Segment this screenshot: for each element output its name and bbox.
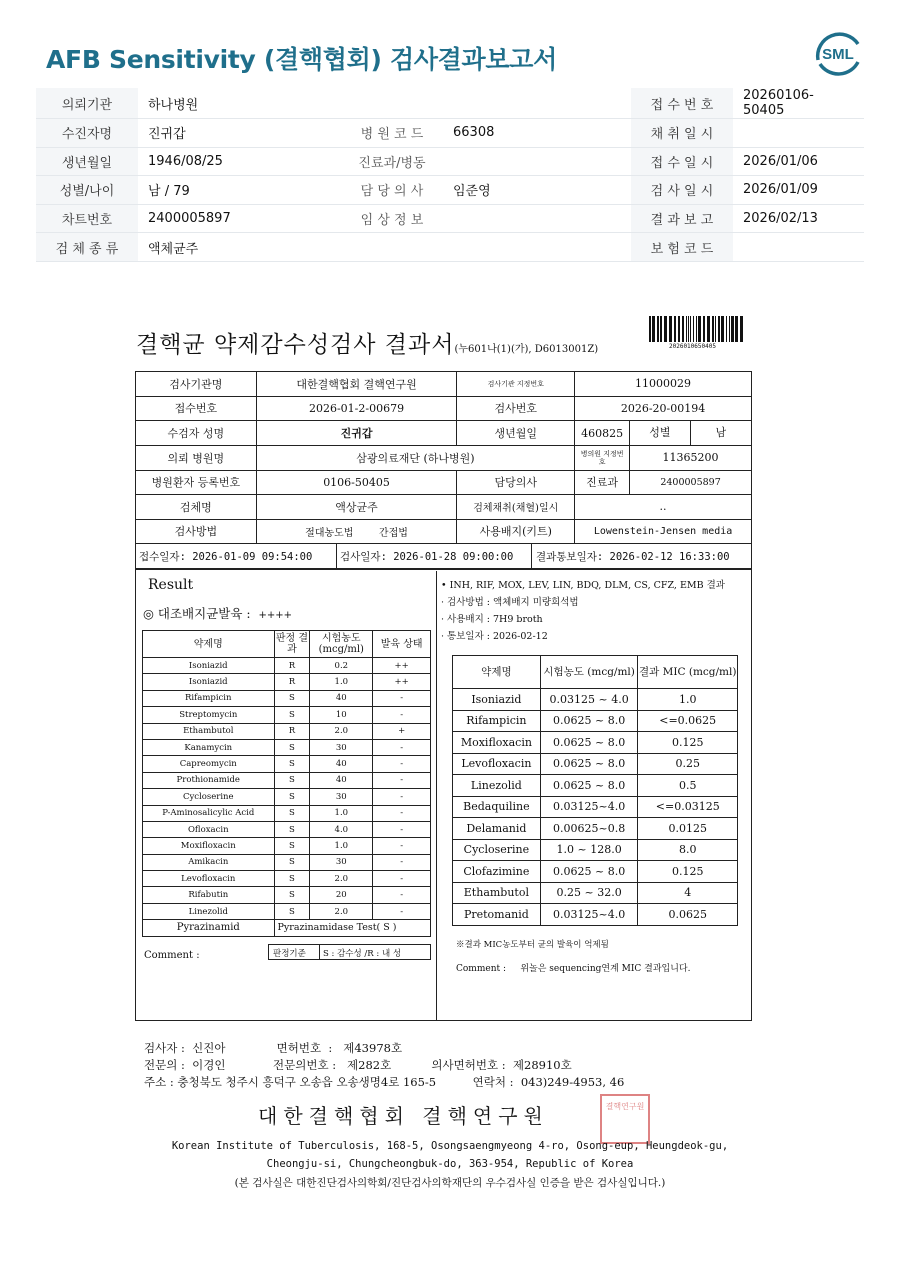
- table-cell: -: [373, 903, 431, 919]
- table-cell: 1.0: [310, 805, 373, 821]
- table-cell: Rifampicin: [143, 690, 275, 706]
- pza-name: Pyrazinamid: [143, 920, 275, 936]
- legend-box: [268, 944, 431, 960]
- english-address-1: Korean Institute of Tuberculosis, 168-5, Osongsaengmyeong 4-ro, Osong-eup, Heungdeok-gu,: [171, 1140, 729, 1152]
- info-label: 채 취 일 시: [631, 119, 733, 148]
- table-cell: 0.0125: [638, 818, 738, 840]
- table-cell: Levofloxacin: [453, 753, 541, 775]
- table-cell: 0.125: [638, 861, 738, 883]
- mic-note-line: · 통보일자 : 2026-02-12: [441, 631, 548, 642]
- table-row: [143, 838, 431, 854]
- info-value: 20260106-50405: [733, 88, 864, 119]
- table-cell: S: [274, 756, 310, 772]
- table-cell: S: [274, 838, 310, 854]
- result-heading: Result: [148, 577, 194, 593]
- method-label: 검사방법: [136, 519, 257, 544]
- table-row: [143, 871, 431, 887]
- accreditation-note: (본 검사실은 대한진단검사의학회/진단검사의학재단의 우수검사실 인증을 받은 검사실입니다.): [234, 1177, 666, 1189]
- left-table-header: 시험농도 (mcg/ml): [310, 631, 373, 658]
- report-header-table: [135, 371, 752, 544]
- table-cell: S: [274, 772, 310, 788]
- control-value: ++++: [258, 610, 293, 621]
- info-value: 66308: [443, 119, 631, 148]
- table-cell: 1.0: [310, 674, 373, 690]
- info-value: 2026/01/06: [733, 147, 864, 176]
- table-cell: Bedaquiline: [453, 796, 541, 818]
- collect-value: ..: [575, 495, 752, 520]
- mic-table: [452, 655, 738, 926]
- mic-table-header: 결과 MIC (mcg/ml): [638, 656, 738, 689]
- table-cell: Linezolid: [453, 775, 541, 797]
- report-title-text: 결핵균 약제감수성검사 결과서: [136, 332, 455, 358]
- mic-table-header: 약제명: [453, 656, 541, 689]
- media-value: Lowenstein-Jensen media: [575, 519, 752, 544]
- info-value: 1946/08/25: [138, 147, 341, 176]
- reg-label: 병원환자 등록번호: [136, 470, 257, 495]
- table-cell: 4.0: [310, 821, 373, 837]
- table-cell: S: [274, 789, 310, 805]
- info-value: 남 / 79: [138, 176, 341, 205]
- table-cell: ++: [373, 658, 431, 674]
- hospital-value: 삼광의료재단 (하나병원): [256, 446, 574, 471]
- mic-note-line: · 사용배지 : 7H9 broth: [441, 614, 543, 625]
- specimen-value: 액상균주: [256, 495, 457, 520]
- info-value: 2026/01/09: [733, 176, 864, 205]
- left-table-header: 판정 결과: [274, 631, 310, 658]
- table-row: [143, 887, 431, 903]
- table-row: [453, 775, 738, 797]
- table-cell: Capreomycin: [143, 756, 275, 772]
- table-row: [143, 723, 431, 739]
- specimen-label: 검체명: [136, 495, 257, 520]
- report-title: [136, 326, 598, 359]
- report-title-code: (누601나(1)(가), D6013001Z): [454, 344, 599, 355]
- info-label: 담 당 의 사: [341, 176, 443, 205]
- name-label: 수검자 성명: [136, 421, 257, 446]
- table-row: [143, 707, 431, 723]
- table-cell: Amikacin: [143, 854, 275, 870]
- logo-text: SML: [822, 46, 854, 63]
- barcode-icon: [649, 316, 745, 344]
- table-cell: -: [373, 871, 431, 887]
- lab-label: 검사기관명: [136, 372, 257, 397]
- table-row: [143, 821, 431, 837]
- table-cell: 1.0: [638, 689, 738, 711]
- table-row: [143, 739, 431, 755]
- table-row: [453, 839, 738, 861]
- table-cell: 20: [310, 887, 373, 903]
- table-row: [143, 674, 431, 690]
- table-cell: Rifabutin: [143, 887, 275, 903]
- table-cell: Clofazimine: [453, 861, 541, 883]
- table-cell: 30: [310, 789, 373, 805]
- dept-label: 진료과: [575, 470, 630, 495]
- control-label: ◎ 대조배지균발육 :: [143, 606, 251, 621]
- table-row: [453, 882, 738, 904]
- table-cell: -: [373, 789, 431, 805]
- birth-value: 460825: [575, 421, 630, 446]
- table-cell: Kanamycin: [143, 739, 275, 755]
- table-cell: 2.0: [310, 903, 373, 919]
- table-cell: 0.0625 ~ 8.0: [540, 732, 638, 754]
- table-cell: S: [274, 854, 310, 870]
- table-cell: Moxifloxacin: [453, 732, 541, 754]
- table-cell: 1.0: [310, 838, 373, 854]
- table-row: [453, 904, 738, 926]
- table-cell: R: [274, 658, 310, 674]
- table-cell: ++: [373, 674, 431, 690]
- reported-date: 결과통보일자: 2026-02-12 16:33:00: [536, 551, 730, 563]
- info-label: 차트번호: [36, 204, 138, 233]
- table-cell: S: [274, 903, 310, 919]
- table-row: [143, 789, 431, 805]
- tested-date: 검사일자: 2026-01-28 09:00:00: [340, 551, 514, 563]
- signature-line-3: 주소 : 충청북도 청주시 흥덕구 오송읍 오송생명4로 165-5 연락처 : 043)249-4953, 46: [144, 1075, 625, 1089]
- barcode-number: 2026010650405: [669, 343, 716, 350]
- table-cell: S: [274, 887, 310, 903]
- table-row: [453, 861, 738, 883]
- table-row: [143, 805, 431, 821]
- table-cell: Ethambutol: [143, 723, 275, 739]
- table-cell: 40: [310, 756, 373, 772]
- legend-label: 판정기준: [273, 949, 306, 959]
- table-row: [453, 689, 738, 711]
- table-cell: <=0.03125: [638, 796, 738, 818]
- comment-left: Comment :: [144, 950, 200, 961]
- info-label: 성별/나이: [36, 176, 138, 205]
- info-label: 병 원 코 드: [341, 119, 443, 148]
- signature-line-2: 전문의 : 이경인 전문의번호 : 제282호 의사면허번호 : 제28910호: [144, 1058, 572, 1072]
- table-cell: 40: [310, 772, 373, 788]
- table-cell: 10: [310, 707, 373, 723]
- table-cell: Pretomanid: [453, 904, 541, 926]
- table-cell: 1.0 ~ 128.0: [540, 839, 638, 861]
- table-row: [453, 753, 738, 775]
- info-value: 액체균주: [138, 233, 341, 262]
- comment-right: [456, 961, 690, 974]
- legend-value: S : 감수성 /R : 내 성: [323, 949, 402, 959]
- table-cell: Levofloxacin: [143, 871, 275, 887]
- table-cell: S: [274, 739, 310, 755]
- table-row: [453, 710, 738, 732]
- mic-note-line: • INH, RIF, MOX, LEV, LIN, BDQ, DLM, CS, CFZ, EMB 결과: [441, 580, 725, 591]
- table-cell: Linezolid: [143, 903, 275, 919]
- table-cell: S: [274, 871, 310, 887]
- info-label: 생년월일: [36, 147, 138, 176]
- info-label: 의뢰기관: [36, 88, 138, 119]
- table-row: [143, 756, 431, 772]
- table-cell: Cycloserine: [453, 839, 541, 861]
- table-row: [143, 658, 431, 674]
- info-value: 2400005897: [138, 204, 341, 233]
- table-cell: 0.0625: [638, 904, 738, 926]
- official-seal-icon: 결핵연구원: [600, 1094, 650, 1144]
- table-cell: 0.03125 ~ 4.0: [540, 689, 638, 711]
- table-cell: Ofloxacin: [143, 821, 275, 837]
- info-label: 진료과/병동: [341, 147, 443, 176]
- table-row: [453, 818, 738, 840]
- hospital-label: 의뢰 병원명: [136, 446, 257, 471]
- table-cell: Moxifloxacin: [143, 838, 275, 854]
- table-cell: -: [373, 690, 431, 706]
- receipt-value: 2026-01-2-00679: [256, 396, 457, 421]
- info-label: 검 사 일 시: [631, 176, 733, 205]
- table-row: [143, 854, 431, 870]
- table-cell: 30: [310, 739, 373, 755]
- info-label: 수진자명: [36, 119, 138, 148]
- table-cell: 0.125: [638, 732, 738, 754]
- lab-value: 대한결핵협회 결핵연구원: [256, 372, 457, 397]
- table-cell: S: [274, 821, 310, 837]
- table-cell: S: [274, 707, 310, 723]
- doctor-label: 담당의사: [457, 470, 575, 495]
- comment-right-label: Comment :: [456, 964, 507, 974]
- organization-name: 대한결핵협회 결핵연구원: [258, 1104, 549, 1128]
- table-cell: R: [274, 674, 310, 690]
- table-row: [453, 796, 738, 818]
- test-no-value: 2026-20-00194: [575, 396, 752, 421]
- table-cell: 2.0: [310, 723, 373, 739]
- absolute-concentration-table: [142, 630, 431, 937]
- table-cell: Streptomycin: [143, 707, 275, 723]
- table-row: [143, 920, 431, 936]
- table-cell: 4: [638, 882, 738, 904]
- table-cell: Ethambutol: [453, 882, 541, 904]
- table-cell: 0.0625 ~ 8.0: [540, 775, 638, 797]
- table-cell: Delamanid: [453, 818, 541, 840]
- table-cell: -: [373, 838, 431, 854]
- table-cell: 0.03125~4.0: [540, 796, 638, 818]
- table-cell: 0.25 ~ 32.0: [540, 882, 638, 904]
- hosp-code-value: 11365200: [630, 446, 752, 471]
- table-cell: -: [373, 739, 431, 755]
- left-table-header: 약제명: [143, 631, 275, 658]
- table-cell: 0.2: [310, 658, 373, 674]
- table-cell: -: [373, 821, 431, 837]
- info-label: 접 수 번 호: [631, 88, 733, 119]
- comment-right-text: 위놀은 sequencing연계 MIC 결과입니다.: [520, 964, 691, 974]
- info-label: 임 상 정 보: [341, 204, 443, 233]
- table-cell: -: [373, 707, 431, 723]
- table-cell: R: [274, 723, 310, 739]
- table-cell: -: [373, 854, 431, 870]
- table-row: [143, 903, 431, 919]
- left-table-header: 발육 상태: [373, 631, 431, 658]
- table-cell: 0.0625 ~ 8.0: [540, 753, 638, 775]
- table-cell: +: [373, 723, 431, 739]
- table-cell: S: [274, 690, 310, 706]
- table-cell: 0.5: [638, 775, 738, 797]
- table-cell: 0.00625~0.8: [540, 818, 638, 840]
- table-cell: 30: [310, 854, 373, 870]
- page-title: AFB Sensitivity (결핵협회) 검사결과보고서: [46, 45, 557, 74]
- info-label: 결 과 보 고: [631, 204, 733, 233]
- method-value: [256, 519, 457, 544]
- table-cell: P-Aminosalicylic Acid: [143, 805, 275, 821]
- birth-label: 생년월일: [457, 421, 575, 446]
- results-divider: [436, 571, 437, 1021]
- table-cell: Prothionamide: [143, 772, 275, 788]
- mic-note: ※결과 MIC농도부터 균의 발육이 억제됨: [456, 940, 609, 950]
- table-cell: S: [274, 805, 310, 821]
- mic-notes: [441, 577, 725, 645]
- sex-label: 성별: [630, 421, 690, 445]
- table-cell: Rifampicin: [453, 710, 541, 732]
- info-label: 보 험 코 드: [631, 233, 733, 262]
- info-label: 검 체 종 류: [36, 233, 138, 262]
- english-address-2: Cheongju-si, Chungcheongbuk-do, 363-954, Republic of Korea: [266, 1158, 634, 1170]
- mic-table-header: 시험농도 (mcg/ml): [540, 656, 638, 689]
- table-cell: 0.03125~4.0: [540, 904, 638, 926]
- table-cell: Cycloserine: [143, 789, 275, 805]
- table-cell: -: [373, 887, 431, 903]
- collect-label: 검체채취(채혈)일시: [457, 495, 575, 520]
- info-value: 진귀갑: [138, 119, 341, 148]
- reg-value: 0106-50405: [256, 470, 457, 495]
- table-row: [143, 690, 431, 706]
- table-cell: Isoniazid: [143, 658, 275, 674]
- table-cell: Isoniazid: [453, 689, 541, 711]
- info-value: 임준영: [443, 176, 631, 205]
- lab-no-label: 검사기관 지정번호: [457, 372, 575, 397]
- table-cell: 40: [310, 690, 373, 706]
- sex-cell: [630, 421, 752, 446]
- table-cell: Isoniazid: [143, 674, 275, 690]
- table-cell: 0.0625 ~ 8.0: [540, 861, 638, 883]
- table-cell: 0.25: [638, 753, 738, 775]
- table-cell: -: [373, 772, 431, 788]
- mic-note-line: · 검사방법 : 액체배지 미량희석법: [441, 597, 579, 608]
- table-row: [453, 732, 738, 754]
- sex-value: 남: [715, 426, 727, 439]
- method-2: 간접법: [378, 527, 408, 539]
- report-dates: [135, 543, 752, 569]
- test-no-label: 검사번호: [457, 396, 575, 421]
- name-value: 진귀갑: [256, 421, 457, 446]
- signature-line-1: 검사자 : 신진아 면허번호 : 제43978호: [144, 1041, 403, 1055]
- table-row: [143, 772, 431, 788]
- table-cell: 0.0625 ~ 8.0: [540, 710, 638, 732]
- table-cell: -: [373, 756, 431, 772]
- received-date: 접수일자: 2026-01-09 09:54:00: [139, 551, 313, 563]
- lab-no-value: 11000029: [575, 372, 752, 397]
- table-cell: <=0.0625: [638, 710, 738, 732]
- table-cell: 8.0: [638, 839, 738, 861]
- method-1: 절대농도법: [305, 527, 354, 539]
- table-cell: 2.0: [310, 871, 373, 887]
- hosp-code-label: 병의원 지정번호: [575, 446, 630, 471]
- info-value: 하나병원: [138, 88, 341, 119]
- media-label: 사용배지(키트): [457, 519, 575, 544]
- dept-value: 2400005897: [630, 470, 752, 495]
- table-cell: -: [373, 805, 431, 821]
- info-value: 2026/02/13: [733, 204, 864, 233]
- control-growth: [143, 604, 292, 622]
- info-label: 접 수 일 시: [631, 147, 733, 176]
- pza-test: Pyrazinamidase Test( S ): [274, 920, 430, 936]
- receipt-label: 접수번호: [136, 396, 257, 421]
